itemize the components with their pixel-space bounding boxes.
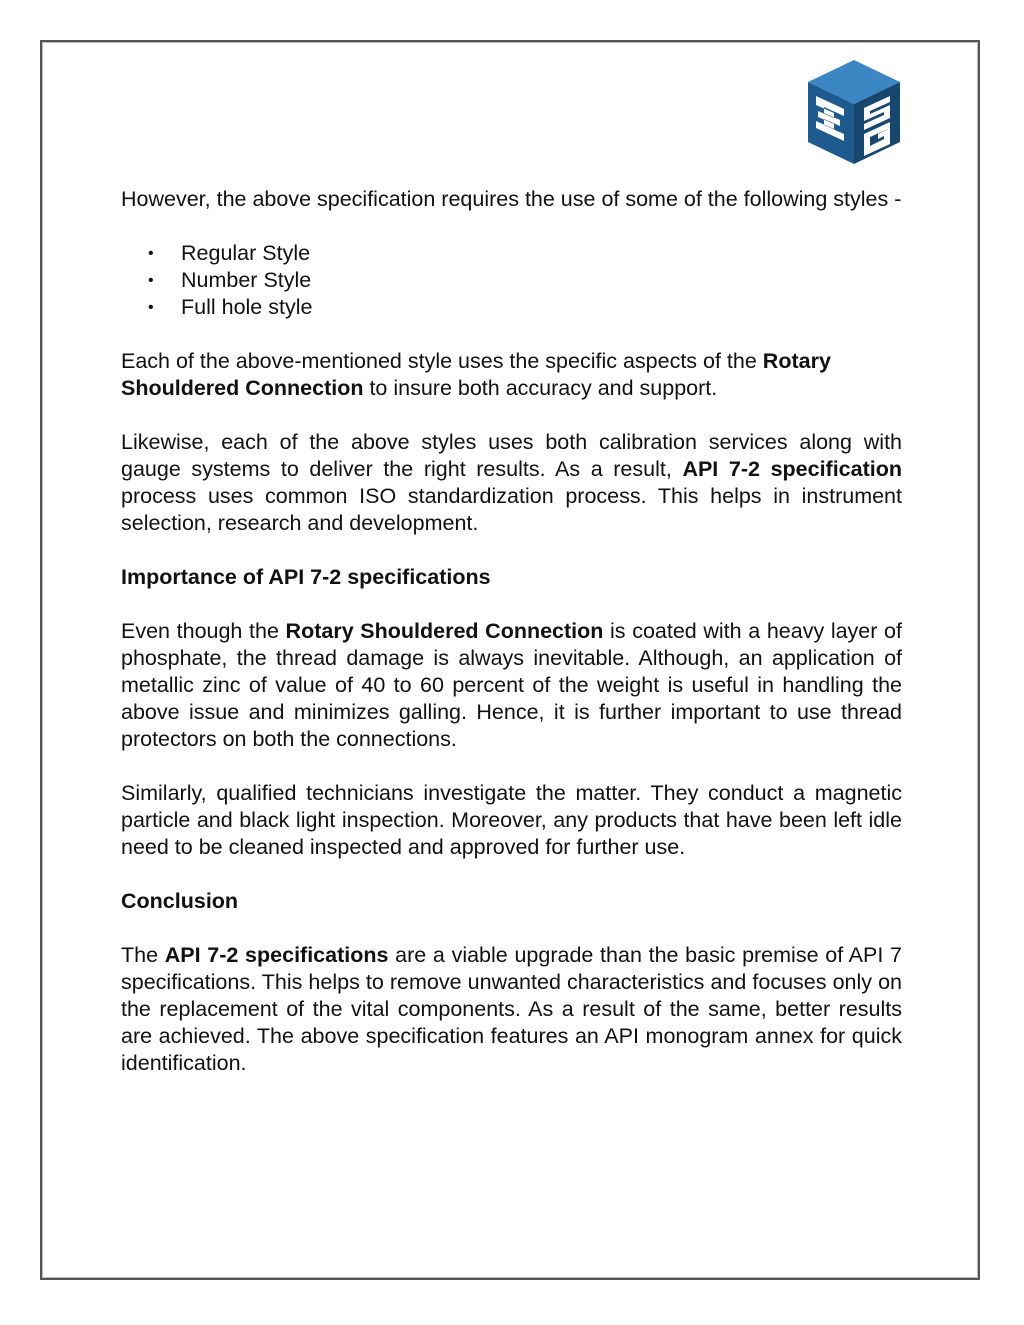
importance-heading: Importance of API 7-2 specifications bbox=[121, 565, 491, 589]
list-item: • Number Style bbox=[181, 267, 902, 294]
each-style-paragraph: Each of the above-mentioned style uses the specific aspects of the Rotary Shouldered Connection to insure both accuracy and support. bbox=[121, 349, 831, 400]
similarly-paragraph: Similarly, qualified technicians investigate the matter. They conduct a magnetic particle and black light inspection. Moreover, any products that have been left idle need to be cleaned inspected and approved for further use. bbox=[121, 781, 902, 859]
conclusion-heading: Conclusion bbox=[121, 889, 239, 913]
likewise-paragraph: Likewise, each of the above styles uses both calibration services along with gauge systems to deliver the right results. As a result, API 7-2 specification process uses common ISO standardization process. This helps in instrument selection, research and development. bbox=[121, 430, 902, 535]
styles-list bbox=[121, 240, 902, 321]
conclusion-paragraph: The API 7-2 specifications are a viable upgrade than the basic premise of API 7 specifications. This helps to remove unwanted characteristics and focuses only on the replacement of the vital components. As a result of the same, better results are achieved. The above specification features an API monogram annex for quick identification. bbox=[121, 943, 902, 1075]
even-though-paragraph: Even though the Rotary Shouldered Connection is coated with a heavy layer of phosphate, the thread damage is always inevitable. Although, an application of metallic zinc of value of 40 to 60 percent of the weight is useful in handling the above issue and minimizes galling. Hence, it is further important to use thread protectors on both the connections. bbox=[121, 619, 902, 751]
logo-cube-icon bbox=[806, 58, 902, 166]
list-item: • Regular Style bbox=[181, 240, 902, 267]
document-body bbox=[121, 186, 902, 1077]
list-item: • Full hole style bbox=[181, 294, 902, 321]
intro-paragraph: However, the above specification requires the use of some of the following styles - bbox=[121, 187, 902, 211]
company-logo bbox=[806, 58, 902, 166]
